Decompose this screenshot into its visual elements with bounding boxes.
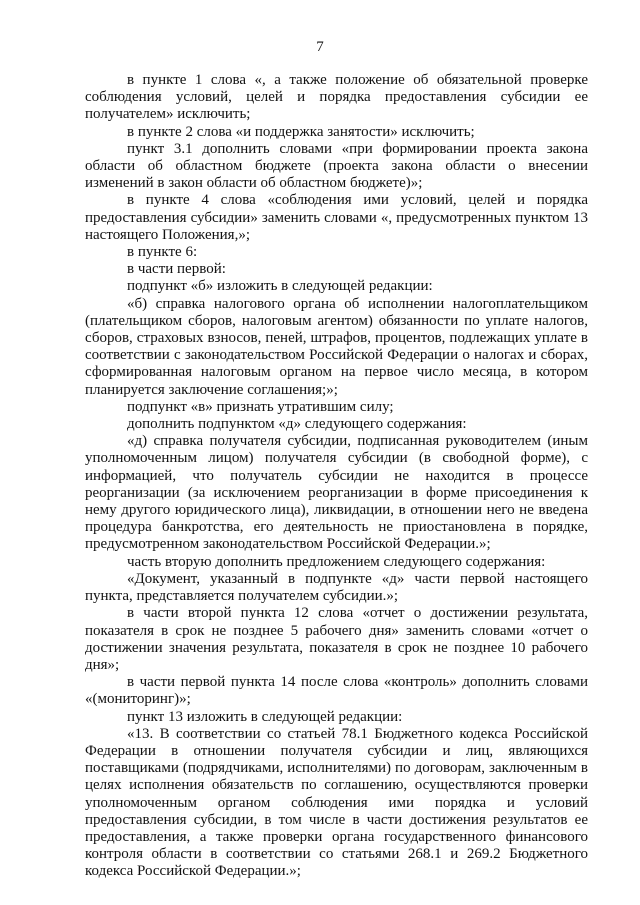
paragraph-7: подпункт «б» изложить в следующей редакции: bbox=[127, 278, 433, 295]
paragraph-14: в части второй пункта 12 слова «отчет о достижении результата, показателя в срок не позднее 5 рабочего дня» заменить словами «отчет о достижении значения результата, показателя в срок не позднее 10 рабочего дня»; bbox=[85, 605, 588, 673]
paragraph-4: в пункте 4 слова «соблюдения ими условий, целей и порядка предоставления субсидии» заменить словами «, предусмотренных пунктом 13 настоящего Положения,»; bbox=[85, 192, 588, 243]
paragraph-12: часть вторую дополнить предложением следующего содержания: bbox=[127, 553, 546, 570]
paragraph-15: в части первой пункта 14 после слова «контроль» дополнить словами «(мониторинг)»; bbox=[85, 674, 588, 708]
paragraph-1: в пункте 1 слова «, а также положение об обязательной проверке соблюдения условий, целей и порядка предоставления субсидии ее получателем» исключить; bbox=[85, 72, 588, 123]
paragraph-11: «д) справка получателя субсидии, подписанная руководителем (иным уполномоченным лицом) получателя субсидии (в свободной форме), с информацией, что получатель субсидии не находится в процессе реорганизации (за исключением реорганизации в форме присоединения к нему другого юридического лица), ликвидации, в отношении него не введена процедура банкротства, его деятельность не приостановлена в порядке, предусмотренном законодательством Российской Федерации.»; bbox=[85, 433, 588, 553]
paragraph-9: подпункт «в» признать утратившим силу; bbox=[127, 398, 394, 415]
paragraph-17: «13. В соответствии со статьей 78.1 Бюджетного кодекса Российской Федерации в отношении получателя субсидии и лиц, являющихся поставщиками (подрядчиками, исполнителями) по договорам, заключенным в целях исполнения обязательств по соглашению, осуществляются проверки уполномоченным органом соблюдения ими порядка и условий предоставления субсидии, в том числе в части достижения результатов ее предоставления, а также проверки органа государственного финансового контроля области в соответствии со статьями 268.1 и 269.2 Бюджетного кодекса Российской Федерации.»; bbox=[85, 725, 588, 880]
page-number: 7 bbox=[316, 39, 324, 55]
paragraph-2: в пункте 2 слова «и поддержка занятости» исключить; bbox=[127, 123, 475, 140]
paragraph-13: «Документ, указанный в подпункте «д» части первой настоящего пункта, представляется получателем субсидии.»; bbox=[85, 570, 588, 605]
paragraph-16: пункт 13 изложить в следующей редакции: bbox=[127, 708, 403, 725]
document-body bbox=[85, 72, 588, 881]
paragraph-6: в части первой: bbox=[127, 261, 226, 278]
paragraph-8: «б) справка налогового органа об исполнении налогоплательщиком (плательщиком сборов, налоговым агентом) обязанности по уплате налогов, сборов, страховых взносов, пеней, штрафов, процентов, подлежащих уплате в соответствии с законодательством Российской Федерации о налогах и сборах, сформированная налоговым органом на первое число месяца, в котором планируется заключение соглашения;»; bbox=[85, 295, 588, 398]
paragraph-3: пункт 3.1 дополнить словами «при формировании проекта закона области об областном бюджете (проекта закона области о внесении изменений в закон области об областном бюджете)»; bbox=[85, 140, 588, 192]
paragraph-10: дополнить подпунктом «д» следующего содержания: bbox=[127, 416, 467, 433]
paragraph-5: в пункте 6: bbox=[127, 244, 198, 261]
